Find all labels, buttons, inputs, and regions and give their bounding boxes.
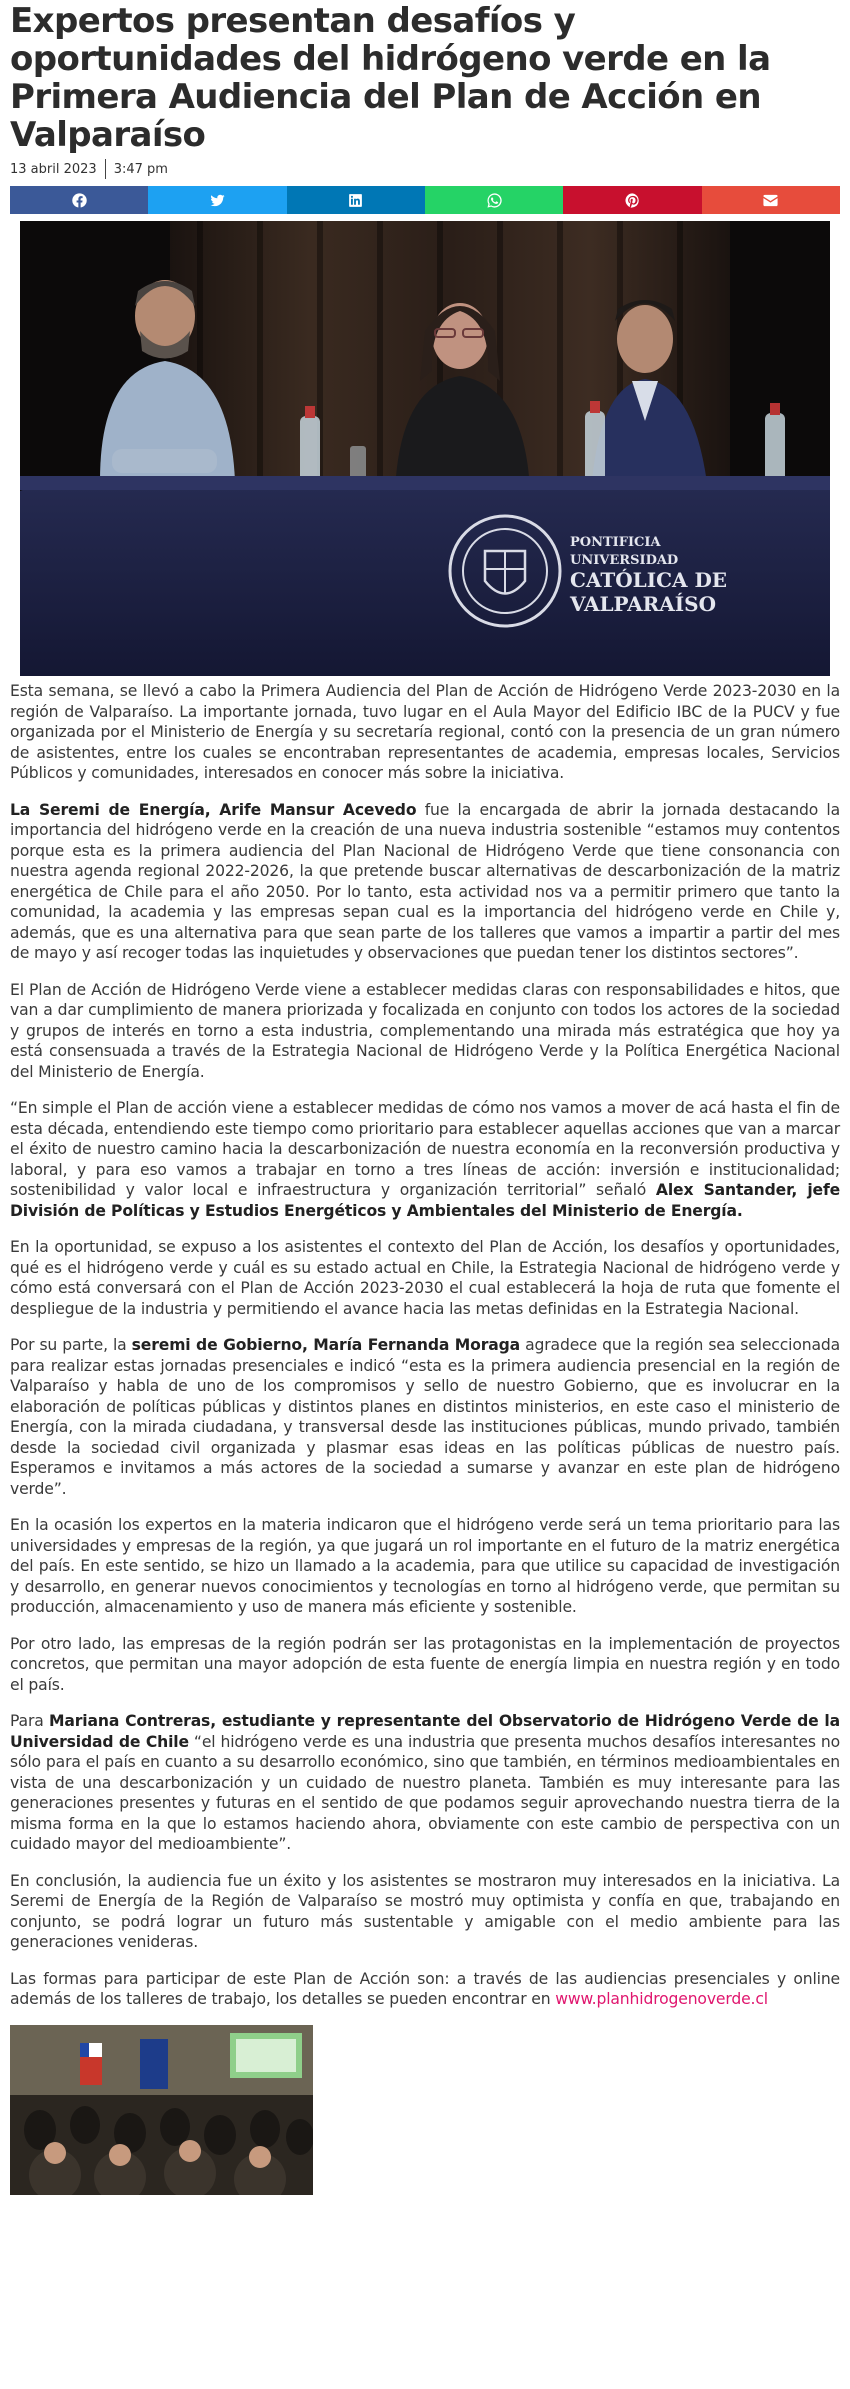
share-bar <box>10 186 840 214</box>
paragraph-11-text: Las formas para participar de este Plan de Acción son: a través de las audiencias presenciales y online además de los talleres de trabajo, los detalles se pueden encontrar en <box>10 1969 840 2008</box>
paragraph-4-bold: Alex Santander, jefe División de Políticas y Estudios Energéticos y Ambientales del Ministerio de Energía. <box>10 1181 841 1220</box>
pinterest-icon <box>624 192 641 209</box>
whatsapp-icon <box>486 192 503 209</box>
paragraph-9-pre: Para <box>10 1712 50 1730</box>
linkedin-icon <box>347 192 364 209</box>
twitter-icon <box>209 192 226 209</box>
paragraph-6-text: agradece que la región sea seleccionada para realizar estas jornadas presenciales e indicó “esta es la primera audiencia presencial en la región de Valparaíso y habla de uno de los compromisos y sello de nuestro Gobierno, que es involucrar en la elaboración de políticas públicas y distintos planes en distintos ministerios, en este caso el ministerio de Energía, con la mirada ciudadana, y transversal desde las instituciones públicas, mundo privado, también desde la sociedad civil organizada y plasmar esas ideas en las políticas públicas de nuestro país. Esperamos e invitamos a más actores de la sociedad a sumarse y avanzar en este plan de hidrógeno verde”. <box>10 1336 841 1498</box>
article-date: 13 abril 2023 <box>10 161 97 177</box>
paragraph-9-text: “el hidrógeno verde es una industria que presenta muchos desafíos interesantes no sólo para el país en cuanto a su desarrollo económico, sino que también, en términos medioambientales en vista de una descarbonización y un cuidado de nuestro planeta. También es muy interesante para las generaciones presentes y futuras en el sentido de que podamos seguir aprovechando nuestra tierra de la misma forma en la que lo estamos haciendo ahora, obviamente con este cambio de perspectiva con un cuidado mayor del medioambiente”. <box>10 1732 840 1853</box>
audience-photo[interactable] <box>10 2025 313 2195</box>
paragraph-2-text: fue la encargada de abrir la jornada destacando la importancia del hidrógeno verde en la creación de una nueva industria sostenible “estamos muy contentos porque esta es la primera audiencia del Plan Nacional de Hidrógeno Verde que tiene consonancia con nuestra agenda regional 2022-2026, la que pretende buscar alternativas de descarbonización de la matriz energética de Chile para el año 2050. Por lo tanto, esta actividad nos va a permitir primero que tanto la comunidad, la academia y las empresas sepan cual es la importancia del hidrógeno verde en Chile y, además, que es una alternativa para que sean parte de los talleres que vamos a impartir a partir del mes de mayo y así recoger todas las inquietudes y observaciones que puedan tener los distintos sectores”. <box>10 800 840 962</box>
paragraph-5: En la oportunidad, se expuso a los asistentes el contexto del Plan de Acción, los desafíos y oportunidades, qué es el hidrógeno verde y cuál es su estado actual en Chile, la Estrategia Nacional de hidrógeno verde y cómo está conversará con el Plan de Acción 2023-2030 el cual establecerá la hoja de ruta que fomente el despliegue de la industria y permitiendo el avance hacia las metas definidas en la Estrategia Nacional. <box>10 1238 840 1318</box>
email-icon <box>762 192 779 209</box>
paragraph-3: El Plan de Acción de Hidrógeno Verde viene a establecer medidas claras con responsabilidades e hitos, que van a dar cumplimiento de manera priorizada y focalizada en conjunto con todos los actores de la sociedad y grupos de interés en torno a esta industria, complementando una mirada más estratégica que hoy ya está consensuada a través de la Estrategia Nacional de Hidrógeno Verde y la Política Energética Nacional del Ministerio de Energía. <box>10 980 840 1081</box>
meta-divider <box>105 159 106 179</box>
article <box>0 2 850 2195</box>
paragraph-7: En la ocasión los expertos en la materia indicaron que el hidrógeno verde será un tema prioritario para las universidades y empresas de la región, ya que jugará un rol importante en el futuro de la matriz energética del país. En este sentido, se hizo un llamado a la academia, para que utilice su capacidad de investigación y desarrollo, en generar nuevos conocimientos y tecnologías en torno al hidrógeno verde, que permitan su producción, almacenamiento y uso de manera más eficiente y sostenible. <box>10 1516 840 1616</box>
paragraph-11 <box>10 1969 840 2010</box>
banner-line-1: PONTIFICIA <box>570 535 661 550</box>
paragraph-1: Esta semana, se llevó a cabo la Primera Audiencia del Plan de Acción de Hidrógeno Verde 2023-2030 en la región de Valparaíso. La importante jornada, tuvo lugar en el Aula Mayor del Edificio IBC de la PUCV y fue organizada por el Ministerio de Energía y su secretaría regional, contó con la presencia de un gran número de asistentes, entre los cuales se encontraban representantes de academia, empresas locales, Servicios Públicos y comunidades, interesados en conocer más sobre la iniciativa. <box>10 682 840 782</box>
banner-line-3: CATÓLICA DE <box>570 568 728 592</box>
share-pinterest-button[interactable] <box>563 186 701 214</box>
paragraph-4-text: “En simple el Plan de acción viene a establecer medidas de cómo nos vamos a mover de acá hasta el fin de esta década, entendiendo este tiempo como prioritario para establecer aquellas acciones que van a marcar el éxito de nuestro camino hacia la descarbonización de nuestra economía en la reconversión productiva y laboral, y para eso vamos a trabajar en torno a tres líneas de acción: inversión e institucionalidad; sostenibilidad y valor local e infraestructura y organización territorial” señaló <box>10 1099 840 1199</box>
share-whatsapp-button[interactable] <box>425 186 563 214</box>
share-twitter-button[interactable] <box>148 186 286 214</box>
banner-line-4: VALPARAÍSO <box>570 592 717 616</box>
paragraph-10: En conclusión, la audiencia fue un éxito y los asistentes se mostraron muy interesados en la iniciativa. La Seremi de Energía de la Región de Valparaíso se mostró muy optimista y confía en que, trabajando en conjunto, se podrá lograr un futuro más sustentable y amigable con el medio ambiente para las generaciones venideras. <box>10 1871 840 1951</box>
paragraph-6-pre: Por su parte, la <box>10 1336 132 1354</box>
paragraph-4 <box>10 1098 840 1221</box>
article-time: 3:47 pm <box>113 161 168 177</box>
share-facebook-button[interactable] <box>10 186 148 214</box>
article-title: Expertos presentan desafíos y oportunidades del hidrógeno verde en la Primera Audiencia del Plan de Acción en Valparaíso <box>10 1 771 155</box>
paragraph-2 <box>10 800 840 964</box>
hero-photo <box>20 221 830 676</box>
paragraph-9 <box>10 1711 840 1855</box>
article-meta <box>10 159 840 179</box>
paragraph-8: Por otro lado, las empresas de la región podrán ser las protagonistas en la implementación de proyectos concretos, que permitan una mayor adopción de esta fuente de energía limpia en nuestra región y en todo el país. <box>10 1634 840 1694</box>
paragraph-6 <box>10 1335 840 1499</box>
share-email-button[interactable] <box>702 186 840 214</box>
article-body <box>10 681 840 2010</box>
plan-website-link[interactable]: www.planhidrogenoverde.cl <box>555 1990 768 2008</box>
share-linkedin-button[interactable] <box>287 186 425 214</box>
banner-line-2: UNIVERSIDAD <box>570 553 679 568</box>
paragraph-2-bold: La Seremi de Energía, Arife Mansur Acevedo <box>10 800 417 819</box>
facebook-icon <box>71 192 88 209</box>
paragraph-6-bold: seremi de Gobierno, María Fernanda Moraga <box>131 1336 521 1354</box>
paragraph-9-bold: Mariana Contreras, estudiante y representante del Observatorio de Hidrógeno Verde de la Universidad de Chile <box>10 1712 840 1751</box>
